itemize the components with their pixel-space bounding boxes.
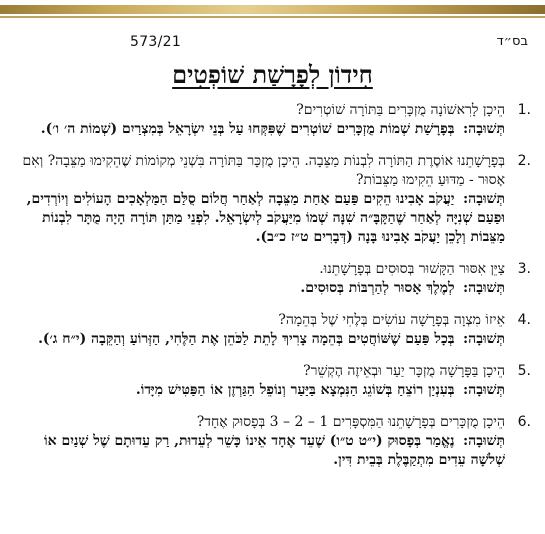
question-text: בְּפָרָשָׁתֵנוּ אוֹסֶרֶת הַתּוֹרָה לִבְנוֹת מַצֵּבָה. הֵיכָן מֻזְכָּר בַּתּוֹרָה בִּשְׁנֵי מְקוֹמוֹת שֶׁהֵקִימוּ מַצֵּבָה? וְאִם אָסוּר - מַדּוּעַ הֵקִימוּ מַצֵּבוֹת? xyxy=(22,153,505,188)
answer-label: תְּשׁוּבָה: xyxy=(463,191,505,207)
quiz-item xyxy=(14,152,531,247)
answer-label: תְּשׁוּבָה: xyxy=(463,280,505,296)
gold-decorative-bar xyxy=(0,5,545,14)
answer-text: יַעֲקֹב אָבִינוּ הֵקִים פַּעַם אַחַת מַצֵּבָה לְאַחַר חֲלוֹם סֻלַּם הַמַּלְאָכִים הָעוֹלִים וְיוֹרְדִים, וּפַעַם שְׁנִיָּה לְאַחַר שֶׁהַקָּבָּ״ה שִׁנָּה שְׁמוֹ מִיַּעֲקֹב לְיִשְׂרָאֵל. לִפְנֵי מַתַּן תּוֹרָה הָיָה מֻתָּר לִבְנוֹת מַצֵּבוֹת וְלָכֵן יַעֲקֹב אָבִינוּ בָּנָה (דְּבָרִים ט״ז כ״ב). xyxy=(26,191,505,245)
answer-text: נֶאֱמַר בְּפָסוּק (י״ט ט״ו) שֶׁעֵד אֶחָד אֵינוֹ כָּשֵׁר לְעֵדוּת, רַק עֵדוּתָם שֶׁל שְׁנַיִם אוֹ שְׁלֹשָׁה עֵדִים מִתְקַבֶּלֶת בְּבֵית דִּין. xyxy=(44,433,505,468)
answer-text: בְּפָרָשַׁת שְׁמוֹת מֻזְכָּרִים שׁוֹטְרִים שֶׁפִּקְּחוּ עַל בְּנֵי יִשְׂרָאֵל בְּמִצְרַיִם (שְׁמוֹת ה׳ ו׳). xyxy=(40,121,455,137)
answer-label: תְּשׁוּבָה: xyxy=(463,121,505,137)
answer-text: בְּכָל פַּעַם שֶׁשּׁוֹחֲטִים בְּהֵמָה צָרִיךְ לָתֵת לַכֹּהֵן אֶת הַלֶּחִי, הַזְּרוֹעַ וְהַקֵּבָה (י״ח ג׳). xyxy=(38,331,455,347)
item-number: 5. xyxy=(517,363,531,379)
bsd-mark: בס״ד xyxy=(496,34,528,49)
answer-row xyxy=(14,432,505,470)
quiz-item xyxy=(14,311,531,349)
answer-row xyxy=(14,330,505,349)
page-title: חִידוֹן לְפָרָשַׁת שׁוֹפְטִים xyxy=(172,60,373,89)
question-text: הֵיכָן מֻזְכָּרִים בְּפָרָשָׁתֵנוּ הַמִּסְפָּרִים 1 – 2 – 3 בְּפָסוּק אֶחָד? xyxy=(196,414,505,430)
question-text: הֵיכָן בַּפָּרָשָׁה מֻזְכָּר יַעַר וּבְאֵיזֶה הֶקְשֵׁר? xyxy=(303,363,505,379)
answer-label: תְּשׁוּבָה: xyxy=(463,382,505,398)
quiz-item xyxy=(14,413,531,470)
item-number: 3. xyxy=(517,261,531,277)
quiz-item xyxy=(14,260,531,298)
answer-label: תְּשׁוּבָה: xyxy=(463,331,505,347)
quiz-item xyxy=(14,362,531,400)
question-text: אֵיזוֹ מִצְוָה בְּפָרָשָׁה עוֹשִׂים בְּלֶחִי שֶׁל בְּהֵמָה? xyxy=(278,312,505,328)
item-number: 2. xyxy=(517,153,531,169)
gold-decorative-line xyxy=(0,16,545,18)
quiz-item xyxy=(14,101,531,139)
page-reference: 573/21 xyxy=(130,34,182,50)
header-row xyxy=(0,31,545,55)
answer-row xyxy=(14,120,505,139)
answer-row xyxy=(14,190,505,247)
top-frame xyxy=(0,0,545,24)
question-text: הֵיכָן לָרִאשׁוֹנָה מֻזְכָּרִים בַּתּוֹרָה שׁוֹטְרִים? xyxy=(296,102,505,118)
item-number: 6. xyxy=(517,414,531,430)
question-text: צַיֵּן אִסּוּר הַקָּשׁוּר בְּסוּסִים בְּפָרָשָׁתֵנוּ. xyxy=(319,261,505,277)
answer-label: תְּשׁוּבָה: xyxy=(463,433,505,449)
answer-text: לְמֶלֶךְ אָסוּר לְהַרְבּוֹת בְּסוּסִים. xyxy=(300,280,455,296)
item-number: 4. xyxy=(517,312,531,328)
answer-row xyxy=(14,279,505,298)
item-number: 1. xyxy=(517,102,531,118)
answer-row xyxy=(14,381,505,400)
quiz-list xyxy=(14,101,531,483)
answer-text: בְּעִנְיַן רוֹצֵחַ בְּשׁוֹגֵג הַנִּמְצָא בַּיַּעַר וְנוֹפֵל הַגַּרְזֶן אוֹ הַפַּטִּישׁ מִיָּדוֹ. xyxy=(135,382,455,398)
